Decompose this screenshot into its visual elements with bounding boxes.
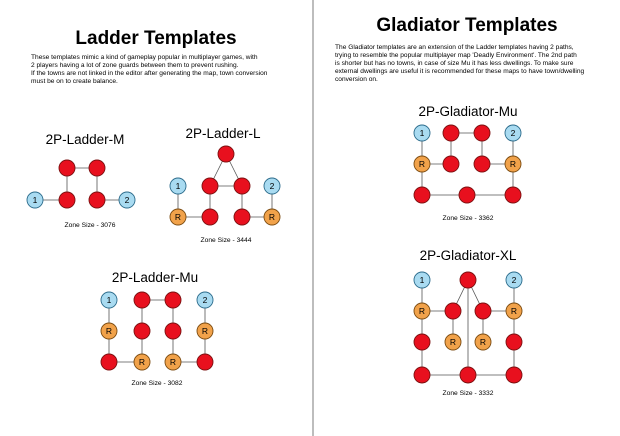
guard-zone	[134, 323, 150, 339]
zone-label: 1	[32, 195, 38, 205]
zone-label: R	[169, 357, 177, 367]
zone-label: R	[479, 337, 487, 347]
zone-label: R	[138, 357, 146, 367]
zone-label: R	[509, 159, 517, 169]
zone-label: R	[418, 159, 426, 169]
intro-line: 2 players having a lot of zone guards between them to prevent rushing.	[31, 62, 239, 70]
diagram-title: 2P-Ladder-Mu	[111, 270, 199, 285]
gladiator-xl-diagram	[314, 0, 620, 436]
zone-size-label: Zone Size - 3076	[64, 222, 116, 229]
guard-zone	[506, 334, 522, 350]
edges	[109, 300, 205, 362]
guard-zone	[197, 354, 213, 370]
intro-line: external dwellings are useful it is recommended for these maps to have town/dwelling	[335, 68, 585, 76]
edges	[422, 280, 514, 375]
diagram-title: 2P-Ladder-M	[45, 132, 125, 147]
zone-size-label: Zone Size - 3444	[200, 237, 252, 244]
intro-line: must be on to create balance.	[31, 78, 118, 86]
page-title: Ladder Templates	[75, 28, 237, 49]
guard-zone	[475, 303, 491, 319]
zone-label: R	[105, 326, 113, 336]
zone-label: 2	[510, 128, 516, 138]
zone-label: R	[174, 212, 182, 222]
guard-zone	[134, 292, 150, 308]
zone-label: 1	[419, 128, 425, 138]
guard-zone	[101, 354, 117, 370]
diagram-title: 2P-Ladder-L	[185, 126, 261, 141]
intro-line: The Gladiator templates are an extension of the Ladder templates having 2 paths,	[335, 44, 574, 51]
guard-zone	[460, 272, 476, 288]
diagram-title: 2P-Gladiator-Mu	[418, 104, 518, 119]
intro-line: conversion on.	[335, 76, 378, 84]
guard-zone	[165, 323, 181, 339]
zone-label: R	[510, 306, 518, 316]
diagram-title: 2P-Gladiator-XL	[419, 248, 517, 263]
gladiator-templates-page	[314, 0, 620, 436]
intro-line: trying to resemble the popular multiplayer map 'Deadly Environment'. The 2nd path	[335, 52, 577, 60]
zone-label: R	[268, 212, 276, 222]
zone-label: 2	[124, 195, 130, 205]
zone-label: 2	[269, 181, 275, 191]
zone-size-label: Zone Size - 3362	[442, 215, 494, 222]
guard-zone	[460, 367, 476, 383]
guard-zone	[414, 334, 430, 350]
zone-label: R	[418, 306, 426, 316]
zone-label: 1	[419, 275, 425, 285]
zone-size-label: Zone Size - 3332	[442, 390, 494, 397]
zone-label: 1	[106, 295, 112, 305]
intro-line: is shorter but has no towns, in case of size Mu it has less dwellings. To make sure	[335, 60, 574, 68]
intro-line: If the towns are not linked in the editor after generating the map, town conversion	[31, 70, 268, 78]
guard-zone	[165, 292, 181, 308]
zone-label: 2	[202, 295, 208, 305]
zone-size-label: Zone Size - 3082	[131, 380, 183, 387]
zone-label: R	[201, 326, 209, 336]
zone-label: 1	[175, 181, 181, 191]
zone-label: R	[449, 337, 457, 347]
zone-label: 2	[511, 275, 517, 285]
guard-zone	[445, 303, 461, 319]
page-title: Gladiator Templates	[376, 15, 558, 36]
intro-line: These templates mimic a kind of gameplay popular in multiplayer games, with	[31, 54, 258, 61]
guard-zone	[506, 367, 522, 383]
guard-zone	[414, 367, 430, 383]
